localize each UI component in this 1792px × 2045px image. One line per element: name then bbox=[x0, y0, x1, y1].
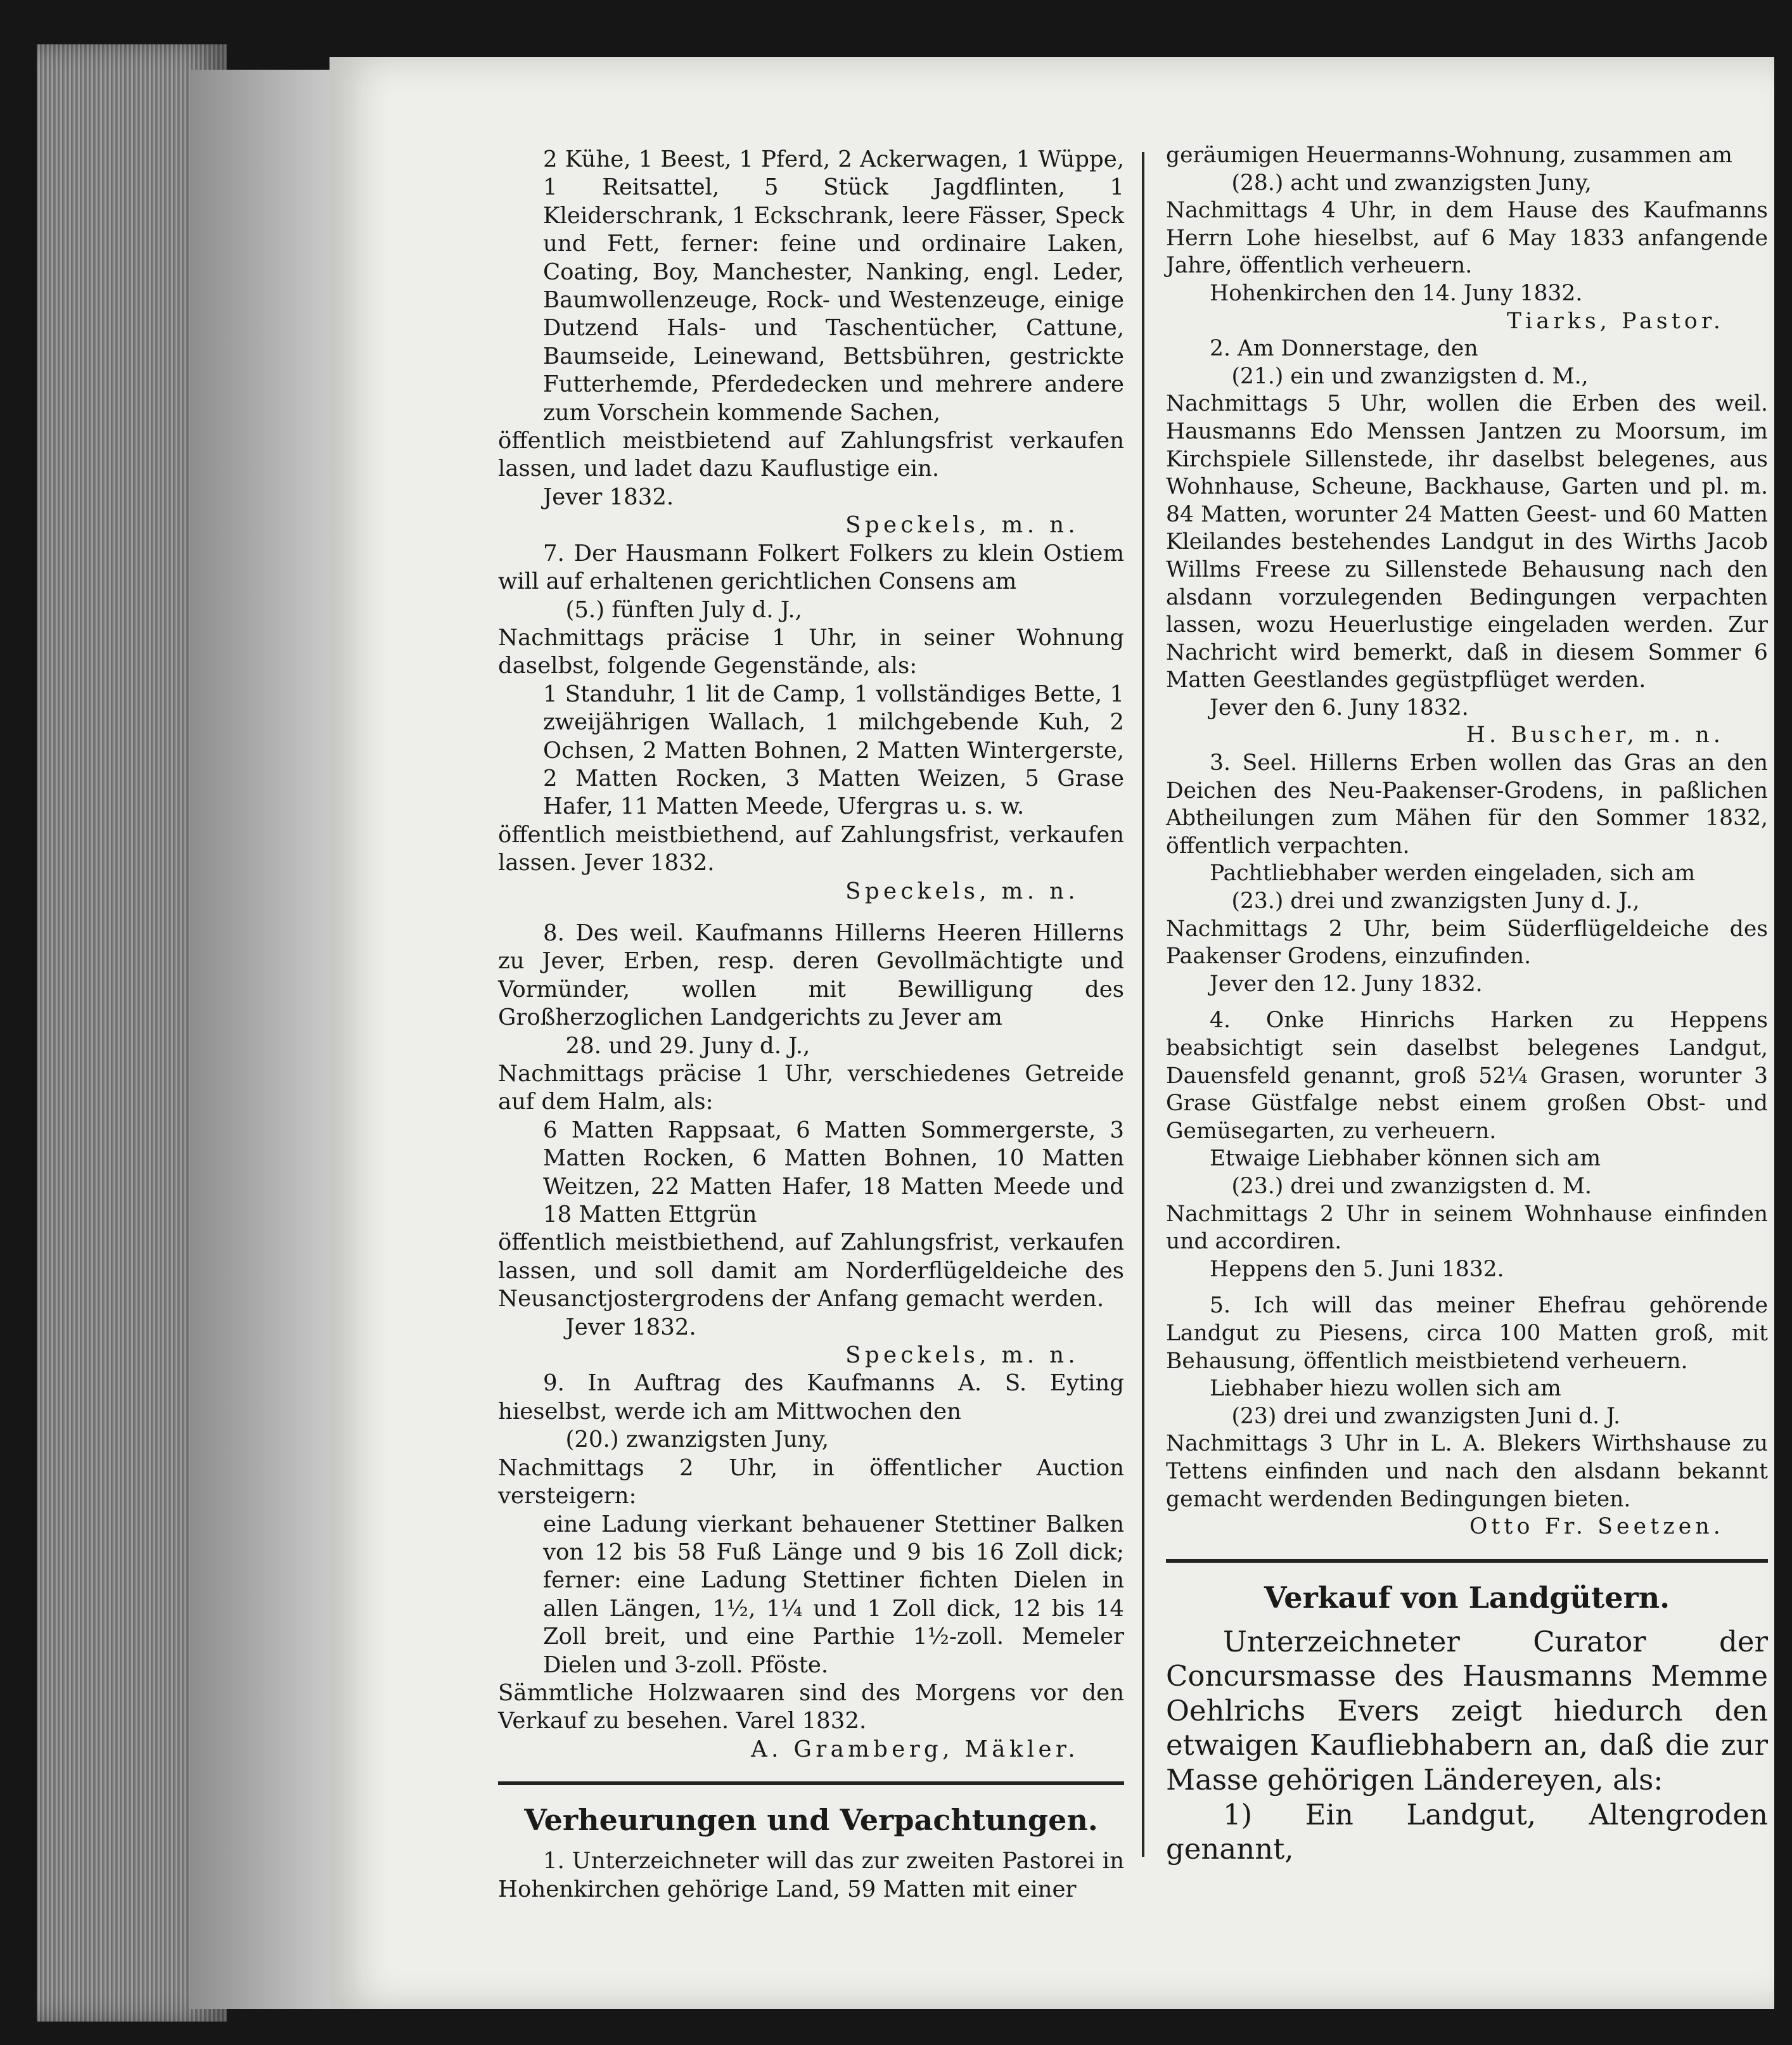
rental-4-body2: Nachmittags 2 Uhr in seinem Wohnhause einfinden und accordiren. bbox=[1166, 1201, 1768, 1255]
auction-7-body: Nachmittags präcise 1 Uhr, in seiner Wohnung daselbst, folgende Gegenstände, als: bbox=[498, 624, 1124, 679]
auction-9-body: Nachmittags 2 Uhr, in öffentlicher Auction versteigern: bbox=[498, 1454, 1124, 1510]
auction-6-items: 2 Kühe, 1 Beest, 1 Pferd, 2 Ackerwagen, 1 Wüppe, 1 Reitsattel, 5 Stück Jagdflinten, 1 Kleiderschrank, 1 Eckschrank, leere Fässer, Speck und Fett, ferner: feine und ordinaire Laken, Coating, Boy, Manchester, Nanking, engl. Leder, Baumwollenzeuge, Rock- und Westenzeuge, einige Dutzend Hals- und Taschentücher, Cattune, Baumseide, Leinewand, Bettsbühren, gestrickte Futterhemde, Pferdedecken und mehrere andere zum Vorschein kommende Sachen, bbox=[543, 146, 1124, 426]
rental-4-date: (23.) drei und zwanzigsten d. M. bbox=[1231, 1173, 1592, 1199]
rental-4-place: Heppens den 5. Juni 1832. bbox=[1210, 1256, 1504, 1282]
rental-1-place: Hohenkirchen den 14. Juny 1832. bbox=[1210, 280, 1583, 306]
auction-8-body: Nachmittags präcise 1 Uhr, verschiedenes Getreide auf dem Halm, als: bbox=[498, 1061, 1124, 1115]
section-heading-sales: Verkauf von Landgütern. bbox=[1264, 1580, 1670, 1615]
auction-8-place: Jever 1832. bbox=[565, 1314, 696, 1340]
auction-8-signature: Speckels, m. n. bbox=[845, 1342, 1079, 1369]
auction-7-date: (5.) fünften July d. J., bbox=[565, 596, 802, 623]
sale-notice-body: Unterzeichneter Curator der Concursmasse des Hausmanns Memme Oehlrichs Evers zeigt hiedurch den etwaigen Kaufliebhabern an, daß die zur Masse gehörigen Ländereyen, als: bbox=[1166, 1624, 1768, 1797]
auction-9-date: (20.) zwanzigsten Juny, bbox=[565, 1426, 829, 1453]
auction-9-end: Sämmtliche Holzwaaren sind des Morgens vor den Verkauf zu besehen. Varel 1832. bbox=[498, 1679, 1124, 1734]
right-column bbox=[1166, 142, 1768, 1867]
rental-1-body: Nachmittags 4 Uhr, in dem Hause des Kaufmanns Herrn Lohe hieselbst, auf 6 May 1833 anfangende Jahre, öffentlich verheuern. bbox=[1166, 198, 1768, 279]
left-column bbox=[498, 146, 1124, 1904]
auction-8-end: öffentlich meistbiethend, auf Zahlungsfrist, verkaufen lassen, und soll damit am Norderflügeldeiche des Neusanctjostergrodens der Anfang gemacht werden. bbox=[498, 1229, 1124, 1312]
rental-3-date: (23.) drei und zwanzigsten Juny d. J., bbox=[1231, 888, 1640, 914]
auction-8-date: 28. und 29. Juny d. J., bbox=[565, 1032, 810, 1059]
auction-6-signature: Speckels, m. n. bbox=[845, 512, 1079, 539]
auction-7-items: 1 Standuhr, 1 lit de Camp, 1 vollständiges Bette, 1 zweijährigen Wallach, 1 milchgebende Kuh, 2 Ochsen, 2 Matten Bohnen, 2 Matten Wintergerste, 2 Matten Rocken, 3 Matten Weizen, 5 Grase Hafer, 11 Matten Meede, Ufergras u. s. w. bbox=[543, 681, 1124, 820]
section-heading-rentals: Verheurungen und Verpachtungen. bbox=[524, 1803, 1098, 1838]
rental-5-date: (23) drei und zwanzigsten Juni d. J. bbox=[1231, 1403, 1621, 1429]
rental-3-body: 3. Seel. Hillerns Erben wollen das Gras an den Deichen des Neu-Paakenser-Grodens, in paßlichen Abtheilungen zum Mähen für den Sommer 1832, öffentlich verpachten. bbox=[1166, 750, 1768, 859]
auction-8-intro: 8. Des weil. Kaufmanns Hillerns Heeren Hillerns zu Jever, Erben, resp. deren Gevollmächtigte und Vormünder, wollen mit Bewilligung des Großherzoglichen Landgerichts zu Jever am bbox=[498, 920, 1124, 1031]
auction-8-items: 6 Matten Rappsaat, 6 Matten Sommergerste, 3 Matten Rocken, 6 Matten Bohnen, 10 Matten Weitzen, 22 Matten Hafer, 18 Matten Meede und 18 Matten Ettgrün bbox=[543, 1117, 1124, 1228]
rental-3-invite: Pachtliebhaber werden eingeladen, sich am bbox=[1210, 861, 1696, 887]
auction-6-end: öffentlich meistbietend auf Zahlungsfrist verkaufen lassen, und ladet dazu Kauflustige ein. bbox=[498, 428, 1124, 482]
rental-2-date: (21.) ein und zwanzigsten d. M., bbox=[1231, 363, 1589, 389]
rental-5-invite: Liebhaber hiezu wollen sich am bbox=[1210, 1376, 1561, 1402]
section-divider bbox=[498, 1781, 1124, 1785]
auction-9-intro: 9. In Auftrag des Kaufmanns A. S. Eyting hieselbst, werde ich am Mittwochen den bbox=[498, 1370, 1124, 1425]
auction-7-intro: 7. Der Hausmann Folkert Folkers zu klein Ostiem will auf erhaltenen gerichtlichen Consens am bbox=[498, 540, 1124, 595]
rental-2-body: Nachmittags 5 Uhr, wollen die Erben des weil. Hausmanns Edo Menssen Jantzen zu Moorsum, im Kirchspiele Sillenstede, ihr daselbst belegenes, aus Wohnhause, Scheune, Backhause, Garten und pl. m. 84 Matten, worunter 24 Matten Geest- und 60 Matten Kleilandes bestehendes Landgut in des Wirths Jacob Willms Freese zu Sillenstede Behausung nach den alsdann vorzulegenden Bedingungen verpachten lassen, wozu Heuerlustige eingeladen werden. Zur Nachricht wird bemerkt, daß in diesem Sommer 6 Matten Geestlandes gegüstpflüget werden. bbox=[1166, 391, 1768, 693]
rental-3-body2: Nachmittags 2 Uhr, beim Süderflügeldeiche des Paakenser Grodens, einzufinden. bbox=[1166, 916, 1768, 970]
auction-9-signature: A. Gramberg, Mäkler. bbox=[751, 1736, 1079, 1762]
rental-1-continued: geräumigen Heuermanns-Wohnung, zusammen am bbox=[1166, 143, 1732, 168]
page-stack bbox=[190, 70, 342, 2009]
auction-7-signature: Speckels, m. n. bbox=[845, 878, 1079, 904]
sale-notice-item-1: 1) Ein Landgut, Altengroden genannt, bbox=[1166, 1797, 1768, 1866]
rental-1-date: (28.) acht und zwanzigsten Juny, bbox=[1231, 170, 1592, 196]
column-rule bbox=[1142, 152, 1144, 1857]
rental-3-place: Jever den 12. Juny 1832. bbox=[1210, 971, 1483, 997]
rental-1-intro: 1. Unterzeichneter will das zur zweiten Pastorei in Hohenkirchen gehörige Land, 59 Matten mit einer bbox=[498, 1848, 1124, 1902]
rental-5-body2: Nachmittags 3 Uhr in L. A. Blekers Wirthshause zu Tettens einfinden und nach den alsdann bekannt gemacht werdenden Bedingungen bieten. bbox=[1166, 1431, 1768, 1512]
rental-5-signature: Otto Fr. Seetzen. bbox=[1469, 1514, 1724, 1540]
rental-5-body: 5. Ich will das meiner Ehefrau gehörende Landgut zu Piesens, circa 100 Matten groß, mit Behausung, öffentlich meistbietend verheuern. bbox=[1166, 1293, 1768, 1374]
auction-7-end: öffentlich meistbiethend, auf Zahlungsfrist, verkaufen lassen. Jever 1832. bbox=[498, 821, 1124, 876]
auction-6-place: Jever 1832. bbox=[543, 484, 674, 510]
rental-1-signature: Tiarks, Pastor. bbox=[1506, 308, 1724, 334]
rental-2-intro: 2. Am Donnerstage, den bbox=[1210, 336, 1478, 362]
rental-2-place: Jever den 6. Juny 1832. bbox=[1210, 695, 1469, 721]
rental-4-body: 4. Onke Hinrichs Harken zu Heppens beabsichtigt sein daselbst belegenes Landgut, Dauensfeld genannt, groß 52¼ Grasen, worunter 3 Grase Güstfalge nebst einem großen Obst- und Gemüsegarten, zu verheuern. bbox=[1166, 1008, 1768, 1144]
section-divider-2 bbox=[1166, 1559, 1768, 1563]
rental-4-invite: Etwaige Liebhaber können sich am bbox=[1210, 1146, 1601, 1172]
rental-2-signature: H. Buscher, m. n. bbox=[1466, 722, 1724, 748]
auction-9-items: eine Ladung vierkant behauener Stettiner Balken von 12 bis 58 Fuß Länge und 9 bis 16 Zoll dick; ferner: eine Ladung Stettiner fichten Dielen in allen Längen, 1½, 1¼ und 1 Zoll dick, 12 bis 14 Zoll breit, und eine Parthie 1½-zoll. Memeler Dielen und 3-zoll. Pföste. bbox=[543, 1511, 1124, 1678]
